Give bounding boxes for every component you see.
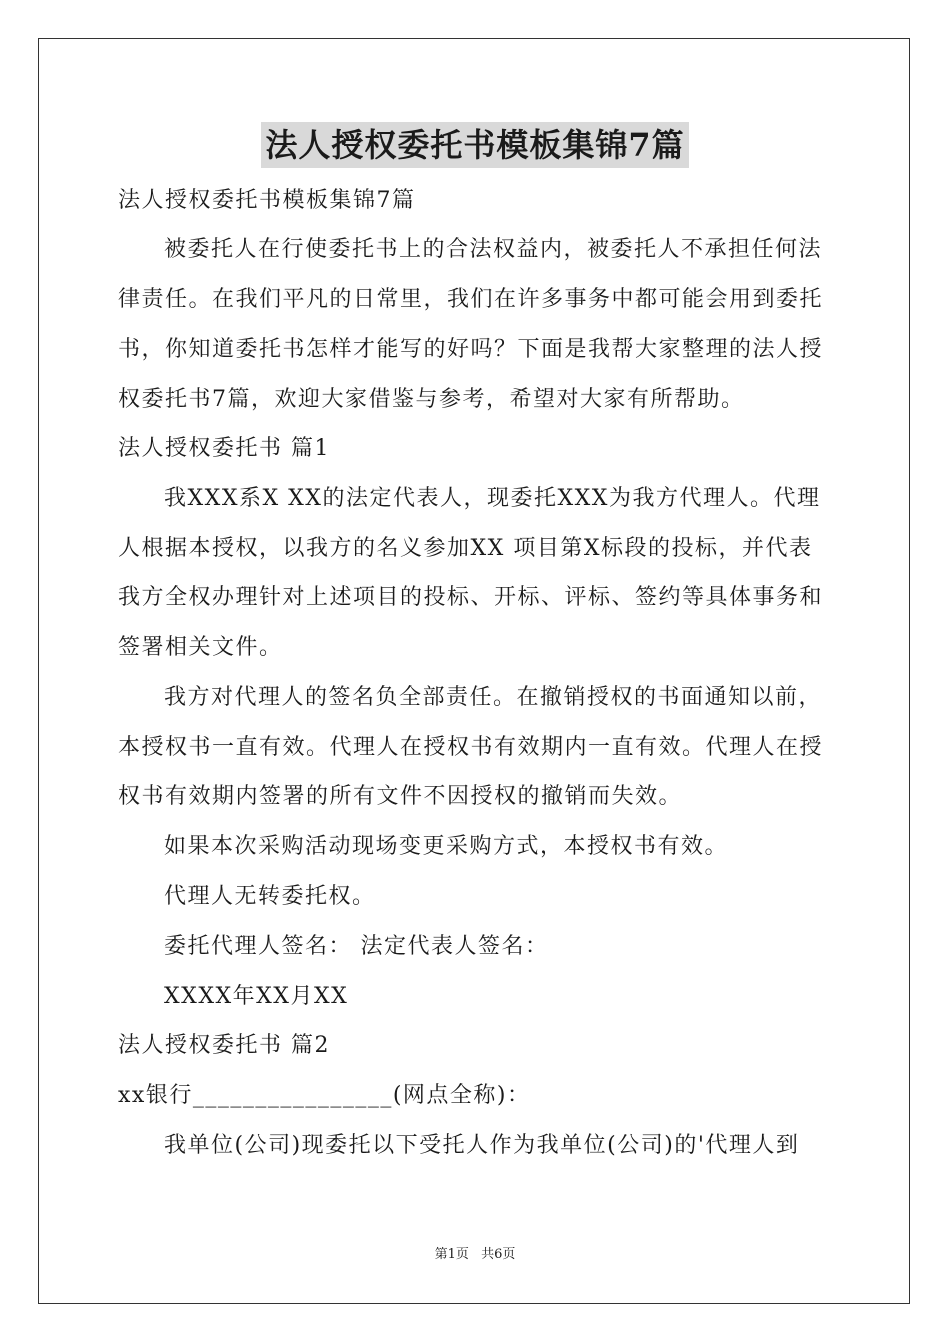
paragraph-line: 我XXX系X XX的法定代表人，现委托XXX为我方代理人。代理 xyxy=(164,486,821,511)
intro-line: 书，你知道委托书怎样才能写的好吗？下面是我帮大家整理的法人授 xyxy=(118,337,824,362)
date-line: XXXX年XX月XX xyxy=(164,984,349,1009)
section-heading-1: 法人授权委托书 篇1 xyxy=(118,436,330,461)
page-border xyxy=(38,38,910,1304)
paragraph-line: 人根据本授权，以我方的名义参加XX 项目第X标段的投标，并代表 xyxy=(118,536,813,561)
signature-line: 委托代理人签名： 法定代表人签名： xyxy=(164,934,549,959)
section-heading-2: 法人授权委托书 篇2 xyxy=(118,1033,330,1058)
paragraph-line: 本授权书一直有效。代理人在授权书有效期内一直有效。代理人在授 xyxy=(118,735,824,760)
page-footer xyxy=(0,1246,950,1264)
document-subtitle: 法人授权委托书模板集锦7篇 xyxy=(118,188,416,213)
bank-line: xx银行________________(网点全称)： xyxy=(118,1083,531,1108)
paragraph-line: 我方对代理人的签名负全部责任。在撤销授权的书面通知以前， xyxy=(164,685,823,710)
intro-line: 权委托书7篇，欢迎大家借鉴与参考，希望对大家有所帮助。 xyxy=(118,387,745,412)
paragraph-line: 权书有效期内签署的所有文件不因授权的撤销而失效。 xyxy=(118,784,683,809)
page-total: 共6页 xyxy=(481,1247,516,1262)
paragraph-line: 我单位(公司)现委托以下受托人作为我单位(公司)的'代理人到 xyxy=(164,1133,800,1158)
intro-line: 律责任。在我们平凡的日常里，我们在许多事务中都可能会用到委托 xyxy=(118,287,824,312)
intro-line: 被委托人在行使委托书上的合法权益内，被委托人不承担任何法 xyxy=(164,237,823,262)
page-number: 第1页 xyxy=(434,1247,469,1262)
title-container xyxy=(0,122,950,168)
document-title: 法人授权委托书模板集锦7篇 xyxy=(261,122,688,168)
paragraph-line: 如果本次采购活动现场变更采购方式，本授权书有效。 xyxy=(164,834,729,859)
paragraph-line: 签署相关文件。 xyxy=(118,635,283,660)
paragraph-line: 我方全权办理针对上述项目的投标、开标、评标、签约等具体事务和 xyxy=(118,585,824,610)
paragraph-line: 代理人无转委托权。 xyxy=(164,884,376,909)
